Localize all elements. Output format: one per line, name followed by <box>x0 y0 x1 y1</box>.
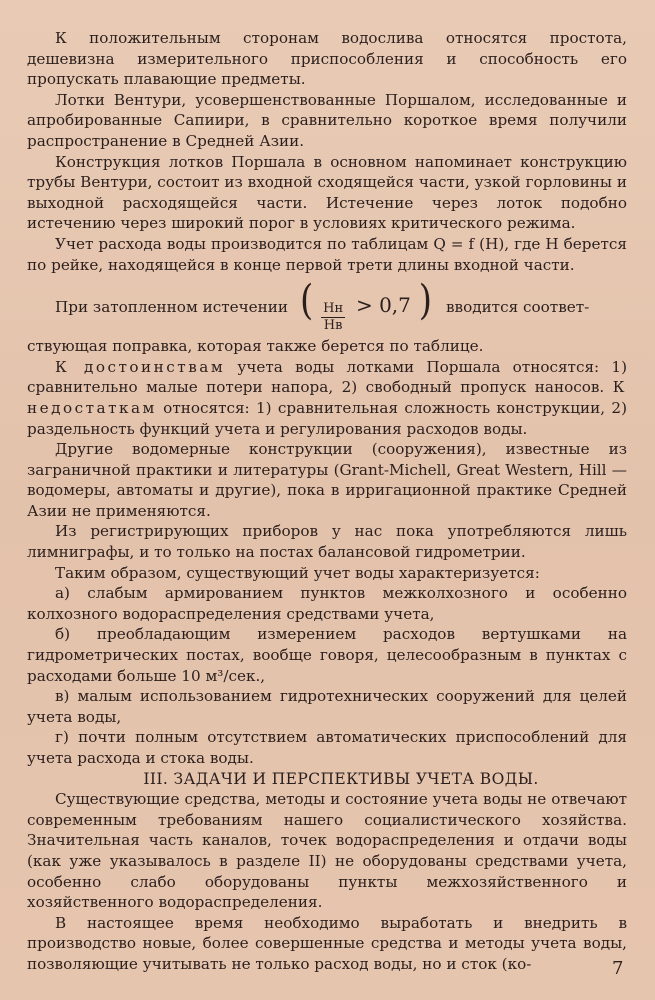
formula-after: вводится соответ- <box>445 298 590 317</box>
paragraph-existing-means: Существующие средства, методы и состояние учета воды не отвечают современным требованиям нашего социалистического хозяйства. Значительная часть каналов, точек водораспределения и отдачи воды (как уже указывалось в разделе II) не оборудованы средствами учета, особенно слабо оборудованы пункты межхозяйственного и хозяйственного водораспределения. <box>27 790 627 912</box>
paragraph-present-time: В настоящее время необходимо выработать и внедрить в производство новые, более совершенные средства и методы учета воды, позволяющие учитывать не только расход воды, но и сток (ко- <box>27 913 627 973</box>
fraction-numerator: Hн <box>323 301 344 317</box>
merits-word: К достоинствам <box>55 357 226 376</box>
section-heading: III. ЗАДАЧИ И ПЕРСПЕКТИВЫ УЧЕТА ВОДЫ. <box>143 769 539 788</box>
drawbacks-text: относятся: 1) сравнительная сложность конструкции, 2) раздельность функций учета и регулирования расходов воды. <box>27 398 627 438</box>
merits-text: учета воды лотками Поршала относятся: 1) сравнительно малые потери напора, 2) свободный пропуск наносов. <box>27 357 628 397</box>
list-item: г) почти полным отсутствием автоматических приспособлений для учета расхода и стока воды. <box>27 728 627 767</box>
paragraph-weir: К положительным сторонам водослива относятся простота, дешевизна измерительного приспособления и способность его пропускать плавающие предметы. <box>27 29 627 89</box>
fraction <box>321 301 345 334</box>
paragraph-discharge: Учет расхода воды производится по таблицам Q = f (H), где H берется по рейке, находящейся в конце первой трети длины входной части. <box>27 234 627 274</box>
list-item: в) малым использованием гидротехнических сооружений для целей учета воды, <box>27 687 627 726</box>
drawbacks-word: К недостаткам <box>27 378 627 417</box>
formula-line <box>27 277 627 334</box>
fraction-denominator: Hв <box>323 318 343 334</box>
paragraph-summary: Таким образом, существующий учет воды характеризуется: <box>55 563 540 582</box>
paragraph-merits <box>27 357 627 439</box>
page-number: 7 <box>612 958 624 979</box>
list-item: б) преобладающим измерением расходов вертушками на гидрометрических постах, вообще говоря, целесообразным в пунктах с расходами больше 10 м³/сек., <box>27 625 627 685</box>
paragraph-recorders: Из регистрирующих приборов у нас пока употребляются лишь лимниграфы, и то только на постах балансовой гидрометрии. <box>27 522 627 562</box>
formula-expression: ( $\frac{Hн}{Hв}$ > 0,7 ) <box>300 277 432 334</box>
paragraph-construction: Конструкция лотков Поршала в основном напоминает конструкцию трубы Вентури, состоит из входной сходящейся части, узкой горловины и выходной расходящейся части. Истечение через лоток подобно истечению через широкий порог в условиях критического режима. <box>27 152 627 233</box>
paragraph-foreign: Другие водомерные конструкции (сооружения), известные из заграничной практики и литературы (Grant-Michell, Great Western, Hill — водомеры, автоматы и другие), пока в ирригационной практике Средней Азии не применяются. <box>27 440 627 520</box>
formula-before: При затопленном истечении <box>55 298 289 317</box>
page-text <box>27 28 627 975</box>
characteristics-list <box>27 583 627 768</box>
formula-continuation: ствующая поправка, которая также берется по таблице. <box>27 337 484 356</box>
formula-relation: > 0,7 <box>355 293 411 318</box>
paragraph-venturi: Лотки Вентури, усовершенствованные Поршалом, исследованные и апробированные Сапиири, в сравнительно короткое время получили распространение в Средней Азии. <box>27 90 627 150</box>
list-item: а) слабым армированием пунктов межколхозного и особенно колхозного водораспределения средствами учета, <box>27 584 627 623</box>
